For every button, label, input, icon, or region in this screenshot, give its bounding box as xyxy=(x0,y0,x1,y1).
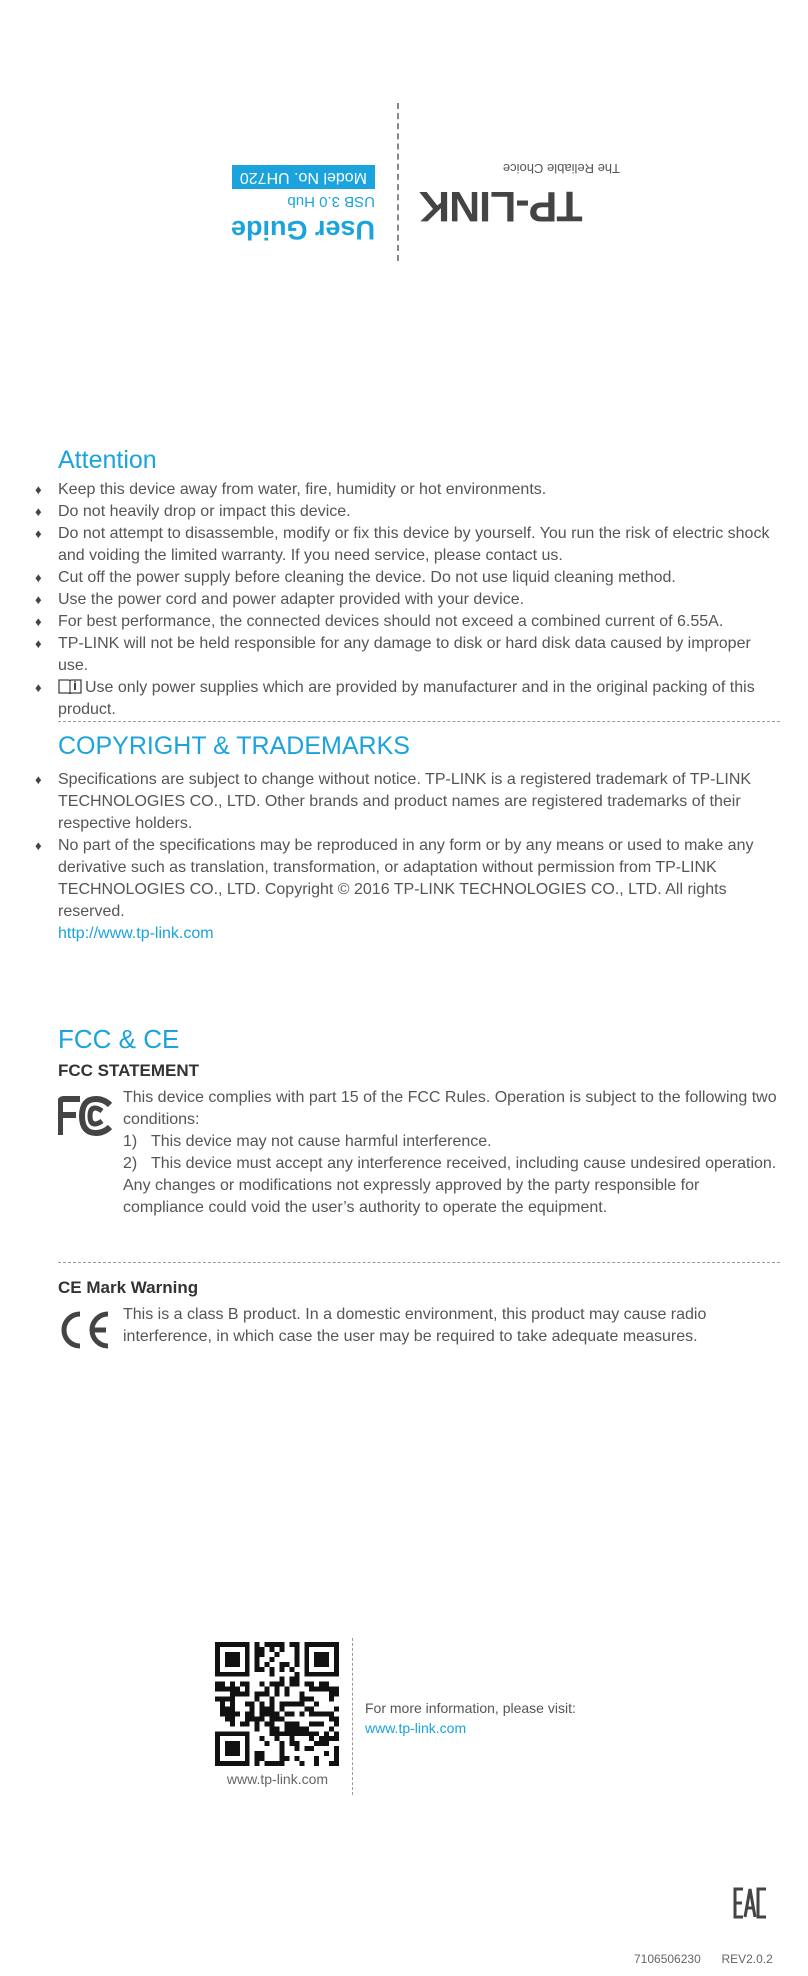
bullet-icon: ♦ xyxy=(35,614,42,629)
more-info xyxy=(365,1698,576,1738)
list-item: ♦ Keep this device away from water, fire, humidity or hot environments. xyxy=(33,479,785,501)
list-item: ♦ For best performance, the connected devices should not exceed a combined current of 6.55A. xyxy=(33,611,785,633)
part-number: 7106506230 xyxy=(634,1952,701,1966)
manual-book-icon xyxy=(58,678,82,694)
fcc-changes: Any changes or modifications not expressly approved by the party responsible for compliance could void the user’s authority to operate the equipment. xyxy=(123,1177,700,1216)
qr-divider xyxy=(352,1638,353,1795)
bullet-icon: ♦ xyxy=(35,570,42,585)
section-divider xyxy=(58,1262,780,1263)
fcc-section xyxy=(58,1024,778,1219)
bullet-icon: ♦ xyxy=(35,838,42,853)
fcc-logo-icon xyxy=(58,1095,114,1137)
attention-section xyxy=(33,446,785,721)
ce-heading: CE Mark Warning xyxy=(58,1278,199,1297)
attention-list xyxy=(33,479,785,721)
list-item: ♦ Do not attempt to disassemble, modify or fix this device by yourself. You run the risk of electric shock and voiding the limited warranty. If you need service, please contact us. xyxy=(35,525,770,564)
guide-title-block xyxy=(200,130,375,245)
list-item: ♦ No part of the specifications may be reproduced in any form or by any means or used to make any derivative such as translation, transformation, or adaptation without permission from TP-LINK TECHNOLOGIES CO., LTD. Copyright © 2016 TP-LINK TECHNOLOGIES CO., LTD. All rights reserved. xyxy=(35,837,754,920)
copyright-heading: COPYRIGHT & TRADEMARKS xyxy=(58,732,410,760)
fcc-intro: This device complies with part 15 of the FCC Rules. Operation is subject to the following two conditions: xyxy=(123,1089,777,1128)
ce-statement xyxy=(58,1304,778,1348)
cover xyxy=(0,0,808,300)
fcc-statement xyxy=(58,1087,778,1219)
section-divider xyxy=(58,721,780,722)
model-badge: Model No. UH720 xyxy=(232,165,375,189)
qr-code xyxy=(215,1642,339,1766)
bullet-icon: ♦ xyxy=(35,772,42,787)
bullet-icon: ♦ xyxy=(35,504,42,519)
more-info-link[interactable]: www.tp-link.com xyxy=(365,1720,467,1736)
copyright-list xyxy=(33,769,785,923)
bullet-icon: ♦ xyxy=(35,482,42,497)
more-info-text: For more information, please visit: xyxy=(365,1700,576,1716)
bullet-icon: ♦ xyxy=(35,636,42,651)
ce-text: This is a class B product. In a domestic environment, this product may cause radio interference, in which case the user may be required to take adequate measures. xyxy=(123,1306,707,1345)
eac-mark-icon xyxy=(733,1886,767,1920)
product-name: USB 3.0 Hub xyxy=(287,193,375,210)
logo-tagline: The Reliable Choice xyxy=(502,161,620,176)
website-link[interactable]: http://www.tp-link.com xyxy=(58,925,214,942)
bullet-icon: ♦ xyxy=(35,680,42,695)
tp-link-logo xyxy=(420,140,650,230)
cover-divider xyxy=(397,103,399,261)
guide-title: User Guide xyxy=(230,215,375,245)
qr-caption: www.tp-link.com xyxy=(226,1771,329,1787)
document-code xyxy=(634,1952,773,1966)
revision: REV2.0.2 xyxy=(721,1952,773,1966)
logo-text: TP-LINK xyxy=(420,182,583,230)
fcc-heading: FCC & CE xyxy=(58,1024,180,1054)
list-item: ♦ Do not heavily drop or impact this device. xyxy=(33,501,785,523)
list-item: ♦ Use the power cord and power adapter provided with your device. xyxy=(33,589,785,611)
ce-section xyxy=(58,1278,778,1348)
bullet-icon: ♦ xyxy=(35,592,42,607)
list-item: ♦ Cut off the power supply before cleaning the device. Do not use liquid cleaning method. xyxy=(33,567,785,589)
ce-logo-icon xyxy=(58,1310,114,1350)
list-item: 2) This device must accept any interference received, including cause undesired operation. xyxy=(123,1155,777,1172)
attention-heading: Attention xyxy=(58,446,157,474)
fcc-statement-heading: FCC STATEMENT xyxy=(58,1061,200,1080)
list-item: ♦ Use only power supplies which are provided by manufacturer and in the original packing of this product. xyxy=(35,679,755,718)
copyright-section xyxy=(33,732,785,945)
list-item: ♦ Specifications are subject to change without notice. TP-LINK is a registered trademark of TP-LINK TECHNOLOGIES CO., LTD. Other brands and product names are registered trademarks of their respective holders. xyxy=(35,771,752,832)
bullet-icon: ♦ xyxy=(35,526,42,541)
list-item: ♦ TP-LINK will not be held responsible for any damage to disk or hard disk data caused by improper use. xyxy=(35,635,751,674)
list-item: 1) This device may not cause harmful interference. xyxy=(123,1133,492,1150)
